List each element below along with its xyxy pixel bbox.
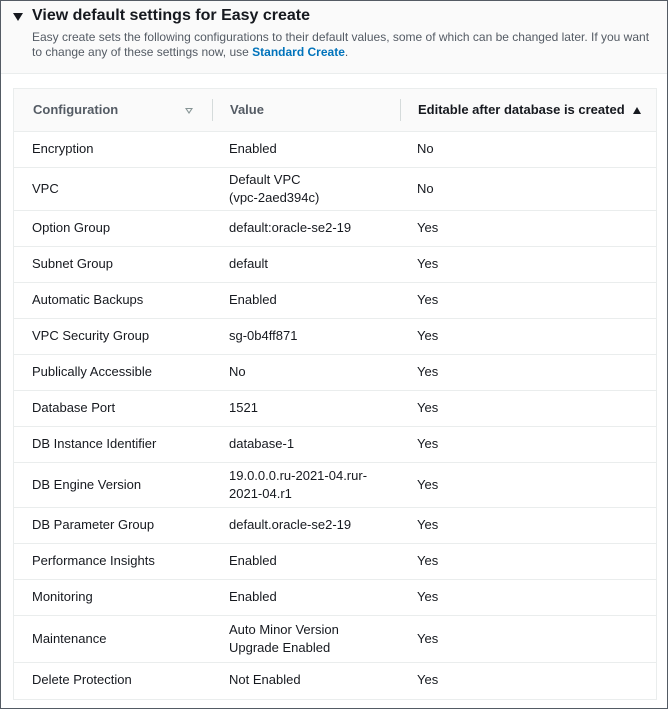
cell-editable: Yes xyxy=(417,220,439,235)
cell-configuration: Encryption xyxy=(32,141,94,156)
table-row xyxy=(14,282,656,319)
table-row xyxy=(14,579,656,616)
column-header-editable[interactable]: Editable after database is created xyxy=(418,102,625,117)
description-end: . xyxy=(344,45,349,59)
cell-configuration: VPC xyxy=(32,180,59,196)
table-row xyxy=(14,462,656,508)
cell-editable: No xyxy=(417,141,434,156)
cell-configuration: DB Instance Identifier xyxy=(32,436,157,451)
cell-value: Not Enabled xyxy=(229,672,301,687)
section-title[interactable]: View default settings for Easy create xyxy=(32,7,311,24)
cell-editable: Yes xyxy=(417,589,439,604)
cell-editable: Yes xyxy=(417,672,439,687)
cell-editable: Yes xyxy=(417,630,439,646)
table-row xyxy=(14,210,656,247)
cell-value: default:oracle-se2-19 xyxy=(229,220,352,235)
cell-configuration: Monitoring xyxy=(32,589,93,604)
panel-header xyxy=(1,1,667,74)
cell-configuration: Delete Protection xyxy=(32,672,132,687)
cell-configuration: Option Group xyxy=(32,220,111,235)
cell-configuration: Database Port xyxy=(32,400,116,415)
sort-indicator-icon[interactable] xyxy=(185,108,193,114)
cell-editable: Yes xyxy=(417,328,439,343)
cell-value: Enabled xyxy=(229,589,277,604)
cell-editable: Yes xyxy=(417,553,439,568)
table-row xyxy=(14,246,656,283)
cell-editable: No xyxy=(417,180,434,196)
cell-editable: Yes xyxy=(417,517,439,532)
cell-configuration: Performance Insights xyxy=(32,553,155,568)
table-header xyxy=(14,89,656,132)
cell-configuration: Subnet Group xyxy=(32,256,113,271)
cell-configuration: Maintenance xyxy=(32,630,107,646)
sort-ascending-icon[interactable] xyxy=(633,107,641,114)
column-divider[interactable] xyxy=(212,99,213,121)
cell-editable: Yes xyxy=(417,436,439,451)
table-row xyxy=(14,662,656,698)
cell-configuration: DB Parameter Group xyxy=(32,517,155,532)
cell-configuration: VPC Security Group xyxy=(32,328,150,343)
cell-value: Enabled xyxy=(229,141,277,156)
table-row xyxy=(14,615,656,663)
cell-value: No xyxy=(229,364,246,379)
cell-configuration: Automatic Backups xyxy=(32,292,144,307)
cell-value: default xyxy=(229,256,269,271)
caret-down-icon[interactable] xyxy=(13,13,23,21)
cell-configuration: Publically Accessible xyxy=(32,364,152,379)
column-header-value[interactable]: Value xyxy=(230,102,264,117)
defaults-table xyxy=(13,88,657,700)
cell-value: 1521 xyxy=(229,400,258,415)
cell-editable: Yes xyxy=(417,476,439,492)
table-row xyxy=(14,543,656,580)
cell-value: sg-0b4ff871 xyxy=(229,328,298,343)
cell-editable: Yes xyxy=(417,364,439,379)
cell-value: Enabled xyxy=(229,292,277,307)
table-row xyxy=(14,167,656,211)
table-row xyxy=(14,131,656,168)
cell-value: default.oracle-se2-19 xyxy=(229,517,352,532)
description-text: Easy create sets the following configurations to their default values, some of which can be changed later. If you want to change any of these settings now, use xyxy=(32,30,650,59)
cell-editable: Yes xyxy=(417,292,439,307)
table-row xyxy=(14,318,656,355)
section-description xyxy=(32,30,656,60)
cell-editable: Yes xyxy=(417,400,439,415)
cell-value: Enabled xyxy=(229,553,277,568)
cell-value: Default VPC (vpc-2aed394c) xyxy=(229,171,320,205)
cell-configuration: DB Engine Version xyxy=(32,476,142,492)
table-row xyxy=(14,354,656,391)
column-divider[interactable] xyxy=(400,99,401,121)
standard-create-link[interactable]: Standard Create xyxy=(252,45,345,59)
column-header-configuration[interactable]: Configuration xyxy=(33,102,119,117)
cell-value: 19.0.0.0.ru-2021-04.rur- 2021-04.r1 xyxy=(229,467,368,501)
table-row xyxy=(14,426,656,463)
cell-editable: Yes xyxy=(417,256,439,271)
table-row xyxy=(14,390,656,427)
cell-value: database-1 xyxy=(229,436,295,451)
cell-value: Auto Minor Version Upgrade Enabled xyxy=(229,621,339,655)
table-row xyxy=(14,507,656,544)
